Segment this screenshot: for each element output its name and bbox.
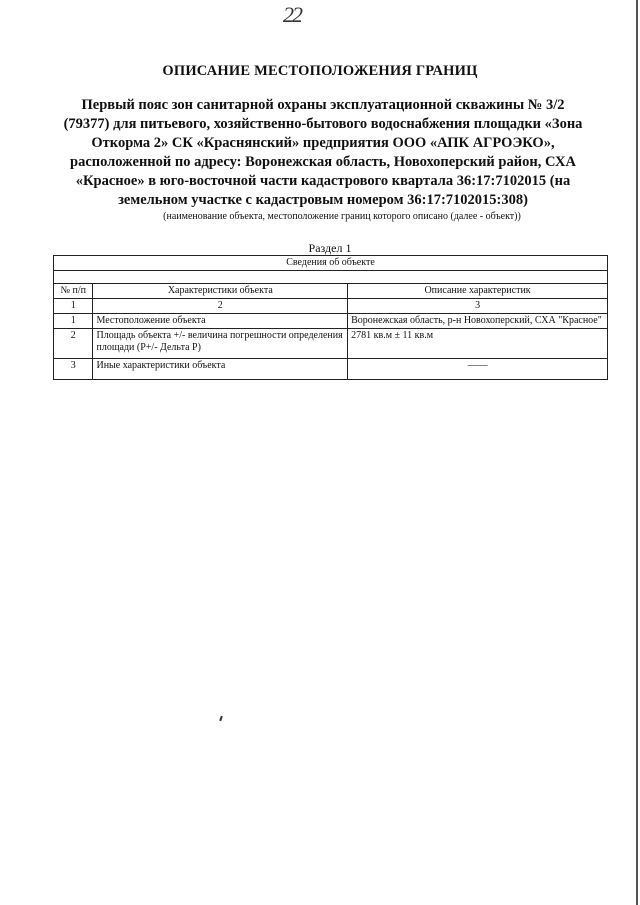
row-description: Воронежская область, р-н Новохоперский, СХА "Красное": [348, 314, 608, 329]
table-caption: Сведения об объекте: [54, 256, 608, 271]
row-num: 2: [54, 329, 93, 359]
page-number: 22: [283, 2, 301, 27]
document-title: ОПИСАНИЕ МЕСТОПОЛОЖЕНИЯ ГРАНИЦ: [162, 63, 478, 79]
table-caption-row: [54, 256, 608, 271]
table-header-row: [54, 284, 608, 299]
row-characteristic: Местоположение объекта: [93, 314, 348, 329]
row-description: ——: [348, 359, 608, 380]
column-number: 1: [54, 299, 93, 314]
object-name-line: расположенной по адресу: Воронежская область, Новохоперский район, СХА: [70, 154, 576, 170]
column-number: 2: [93, 299, 348, 314]
object-name: [58, 96, 588, 210]
object-name-line: (79377) для питьевого, хозяйственно-бытового водоснабжения площадки «Зона: [63, 116, 583, 132]
row-description: 2781 кв.м ± 11 кв.м: [348, 329, 608, 359]
table-row: [54, 329, 608, 359]
object-name-line: «Красное» в юго-восточной части кадастрового квартала 36:17:7102015 (на: [75, 173, 571, 189]
object-name-line: Первый пояс зон санитарной охраны эксплуатационной скважины № 3/2: [81, 97, 565, 113]
header-characteristic: Характеристики объекта: [93, 284, 348, 299]
object-caption: (наименование объекта, местоположение границ которого описано (далее - объект)): [163, 211, 521, 222]
object-name-line: Откорма 2» СК «Краснянский» предприятия ООО «АПК АГРОЭКО»,: [91, 135, 555, 151]
page-edge: [636, 0, 638, 905]
table-row: [54, 314, 608, 329]
table-spacer-row: [54, 271, 608, 284]
row-characteristic: Иные характеристики объекта: [93, 359, 348, 380]
column-number-row: [54, 299, 608, 314]
table-spacer: [54, 271, 608, 284]
table-row: [54, 359, 608, 380]
row-characteristic: Площадь объекта +/- величина погрешности определения площади (Р+/- Дельта Р): [93, 329, 348, 359]
pen-mark: [219, 716, 223, 721]
column-number: 3: [348, 299, 608, 314]
header-num: № п/п: [54, 284, 93, 299]
object-name-line: земельном участке с кадастровым номером 36:17:7102015:308): [118, 192, 528, 208]
row-num: 1: [54, 314, 93, 329]
header-description: Описание характеристик: [348, 284, 608, 299]
object-info-table: [53, 255, 608, 380]
row-num: 3: [54, 359, 93, 380]
section-title: Раздел 1: [308, 241, 352, 255]
object-info-table-wrap: [53, 255, 608, 380]
